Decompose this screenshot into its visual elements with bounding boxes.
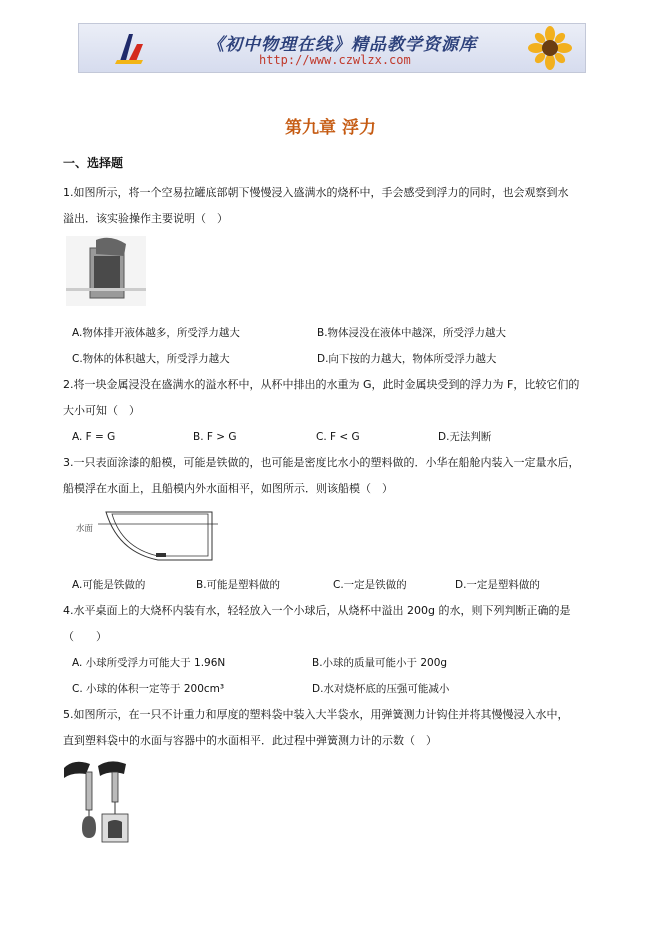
question-4-option-d[interactable]: D.水对烧杯底的压强可能减小 [312, 683, 450, 695]
banner-url[interactable]: http://www.czwlzx.com [259, 53, 411, 67]
question-1-line-1: 1.如图所示，将一个空易拉罐底部朝下慢慢浸入盛满水的烧杯中，手会感受到浮力的同时，也会观察到水 [63, 186, 569, 199]
question-2-line-1: 2.将一块金属浸没在盛满水的溢水杯中，从杯中排出的水重为 G，此时金属块受到的浮力为 F，比较它们的 [63, 378, 580, 391]
question-1-line-2: 溢出．该实验操作主要说明（ ） [63, 212, 228, 225]
question-3-option-d[interactable]: D.一定是塑料做的 [455, 579, 540, 591]
can-in-beaker-figure [66, 236, 146, 306]
question-4-option-a[interactable]: A. 小球所受浮力可能大于 1.96N [72, 657, 226, 669]
question-2-line-2: 大小可知（ ） [63, 404, 140, 417]
question-2-option-c[interactable]: C. F < G [316, 431, 360, 443]
question-4-line-1: 4.水平桌面上的大烧杯内装有水，轻轻放入一个小球后，从烧杯中溢出 200g 的水，则下列判断正确的是 [63, 604, 571, 617]
question-2-option-d[interactable]: D.无法判断 [438, 431, 492, 443]
question-2-option-b[interactable]: B. F > G [193, 431, 237, 443]
question-4-option-c[interactable]: C. 小球的体积一定等于 200cm³ [72, 683, 225, 695]
question-3-line-1: 3.一只表面涂漆的船模，可能是铁做的，也可能是密度比水小的塑料做的．小华在船舱内装入一定量水后， [63, 456, 580, 469]
ship-model-figure [98, 508, 218, 564]
question-1-option-c[interactable]: C.物体的体积越大，所受浮力越大 [72, 353, 230, 365]
question-4-line-2: （ ） [63, 630, 107, 643]
chapter-title: 第九章 浮力 [285, 118, 376, 138]
sunflower-icon [525, 26, 575, 70]
question-2-option-a[interactable]: A. F = G [72, 431, 116, 443]
question-5-line-2: 直到塑料袋中的水面与容器中的水面相平．此过程中弹簧测力计的示数（ ） [63, 734, 437, 747]
question-1-option-a[interactable]: A.物体排开液体越多，所受浮力越大 [72, 327, 240, 339]
section-heading: 一、选择题 [63, 156, 124, 170]
logo-icon [115, 30, 145, 66]
question-1-option-b[interactable]: B.物体浸没在液体中越深，所受浮力越大 [317, 327, 507, 339]
question-3-option-b[interactable]: B.可能是塑料做的 [196, 579, 281, 591]
question-3-line-2: 船模浮在水面上，且船模内外水面相平，如图所示．则该船模（ ） [63, 482, 393, 495]
question-3-option-a[interactable]: A.可能是铁做的 [72, 579, 146, 591]
water-surface-label: 水面 [76, 524, 94, 534]
spring-scale-figure [64, 758, 130, 846]
question-5-line-1: 5.如图所示，在一只不计重力和厚度的塑料袋中装入大半袋水，用弹簧测力计钩住并将其慢慢浸入水中， [63, 708, 569, 721]
question-3-option-c[interactable]: C.一定是铁做的 [333, 579, 407, 591]
header-banner [78, 23, 586, 73]
question-4-option-b[interactable]: B.小球的质量可能小于 200g [312, 657, 448, 669]
question-1-option-d[interactable]: D.向下按的力越大，物体所受浮力越大 [317, 353, 497, 365]
banner-title: 《初中物理在线》精品教学资源库 [207, 35, 477, 55]
